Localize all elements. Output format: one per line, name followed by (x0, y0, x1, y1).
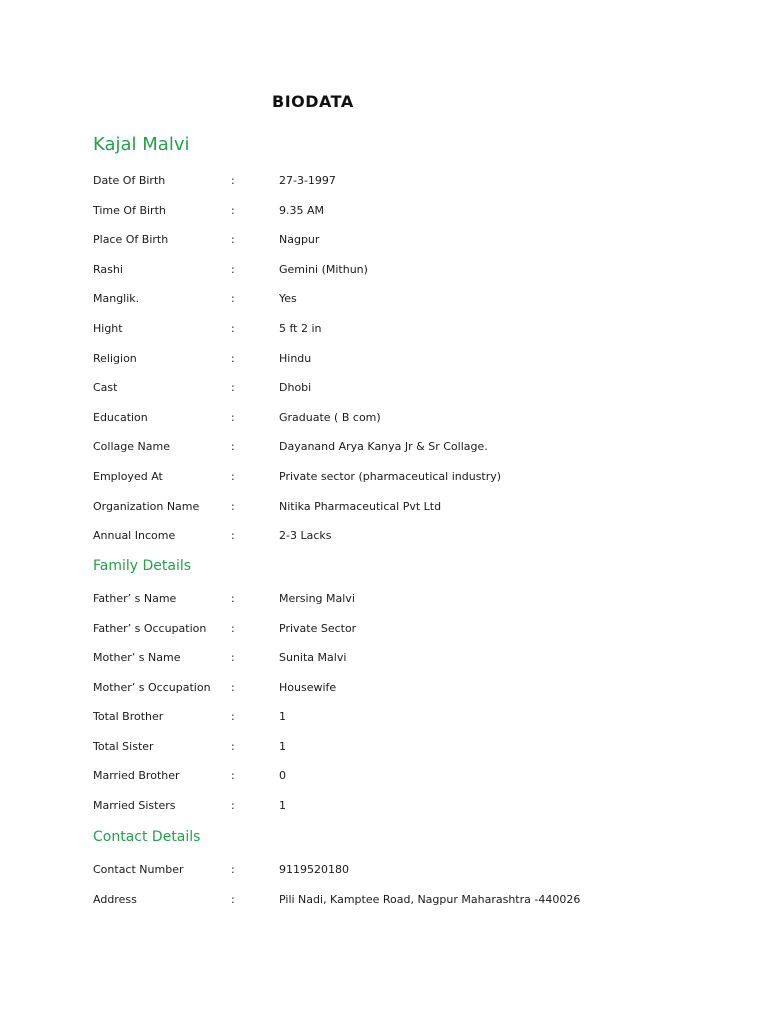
detail-value: Mersing Malvi (279, 592, 355, 605)
detail-value: Nagpur (279, 233, 320, 247)
detail-value: 1 (279, 739, 286, 753)
detail-value: 2-3 Lacks (279, 529, 332, 543)
detail-row (93, 891, 693, 909)
detail-separator: : (231, 351, 235, 365)
detail-value: Private sector (pharmaceutical industry) (279, 470, 502, 483)
detail-label: Father’ s Name (93, 592, 177, 605)
detail-separator: : (231, 292, 235, 306)
detail-row (93, 590, 693, 608)
detail-value: Housewife (279, 680, 337, 694)
detail-row (93, 861, 693, 879)
detail-label: Collage Name (93, 440, 170, 454)
detail-separator: : (231, 233, 235, 247)
detail-label: Time Of Birth (93, 203, 166, 217)
detail-label: Place Of Birth (93, 233, 169, 247)
detail-label: Date Of Birth (93, 174, 166, 187)
detail-label: Total Brother (93, 710, 164, 723)
document-title: BIODATA (272, 92, 354, 111)
detail-row (93, 172, 693, 190)
detail-row (93, 231, 693, 249)
detail-separator: : (231, 680, 235, 694)
detail-separator: : (231, 863, 235, 876)
detail-separator: : (231, 529, 235, 543)
detail-row (93, 498, 693, 516)
detail-separator: : (231, 769, 235, 782)
detail-label: Manglik. (93, 292, 140, 306)
detail-label: Education (93, 410, 148, 424)
detail-label: Address (93, 892, 137, 906)
detail-label: Mother’ s Name (93, 651, 181, 664)
detail-separator: : (231, 322, 235, 335)
detail-row (93, 438, 693, 456)
detail-separator: : (231, 499, 235, 513)
detail-separator: : (231, 470, 235, 483)
detail-label: Married Brother (93, 769, 180, 782)
detail-value: 9119520180 (279, 863, 349, 876)
detail-value: 0 (279, 769, 286, 782)
detail-label: Annual Income (93, 529, 176, 543)
detail-row (93, 379, 693, 397)
detail-value: 27-3-1997 (279, 174, 336, 187)
detail-label: Married Sisters (93, 798, 176, 812)
detail-separator: : (231, 651, 235, 664)
detail-value: Gemini (Mithun) (279, 262, 368, 276)
detail-row (93, 767, 693, 785)
family-details-heading: Family Details (93, 558, 192, 574)
detail-separator: : (231, 203, 235, 217)
detail-separator: : (231, 440, 235, 454)
person-name: Kajal Malvi (93, 134, 190, 155)
detail-label: Rashi (93, 262, 123, 276)
detail-separator: : (231, 174, 235, 187)
detail-value: 1 (279, 710, 286, 723)
detail-row (93, 320, 693, 338)
detail-label: Hight (93, 322, 123, 335)
detail-value: Dayanand Arya Kanya Jr & Sr Collage. (279, 440, 488, 454)
detail-row (93, 620, 693, 638)
detail-row (93, 679, 693, 697)
detail-row (93, 290, 693, 308)
detail-value: 1 (279, 798, 286, 812)
detail-row (93, 527, 693, 545)
detail-value: Nitika Pharmaceutical Pvt Ltd (279, 499, 442, 513)
detail-row (93, 409, 693, 427)
detail-row (93, 350, 693, 368)
detail-row (93, 738, 693, 756)
detail-separator: : (231, 592, 235, 605)
detail-row (93, 202, 693, 220)
detail-row (93, 797, 693, 815)
contact-details-heading: Contact Details (93, 829, 201, 845)
detail-value: Yes (279, 292, 297, 306)
detail-label: Organization Name (93, 499, 200, 513)
detail-separator: : (231, 262, 235, 276)
detail-separator: : (231, 381, 235, 395)
detail-label: Father’ s Occupation (93, 621, 207, 635)
detail-separator: : (231, 621, 235, 635)
detail-label: Religion (93, 351, 137, 365)
detail-label: Total Sister (93, 739, 154, 753)
detail-row (93, 649, 693, 667)
detail-row (93, 468, 693, 486)
detail-label: Contact Number (93, 863, 184, 876)
detail-value: Sunita Malvi (279, 651, 347, 664)
detail-separator: : (231, 798, 235, 812)
detail-label: Mother’ s Occupation (93, 680, 211, 694)
detail-label: Cast (93, 381, 118, 395)
detail-value: 5 ft 2 in (279, 322, 322, 335)
detail-label: Employed At (93, 470, 163, 483)
detail-value: 9.35 AM (279, 203, 325, 217)
detail-separator: : (231, 892, 235, 906)
detail-value: Graduate ( B com) (279, 410, 381, 424)
detail-row (93, 708, 693, 726)
detail-separator: : (231, 410, 235, 424)
detail-value: Hindu (279, 351, 312, 365)
detail-row (93, 261, 693, 279)
detail-value: Pili Nadi, Kamptee Road, Nagpur Maharashtra -440026 (279, 892, 581, 906)
detail-separator: : (231, 710, 235, 723)
detail-value: Dhobi (279, 381, 312, 395)
detail-separator: : (231, 739, 235, 753)
detail-value: Private Sector (279, 621, 357, 635)
